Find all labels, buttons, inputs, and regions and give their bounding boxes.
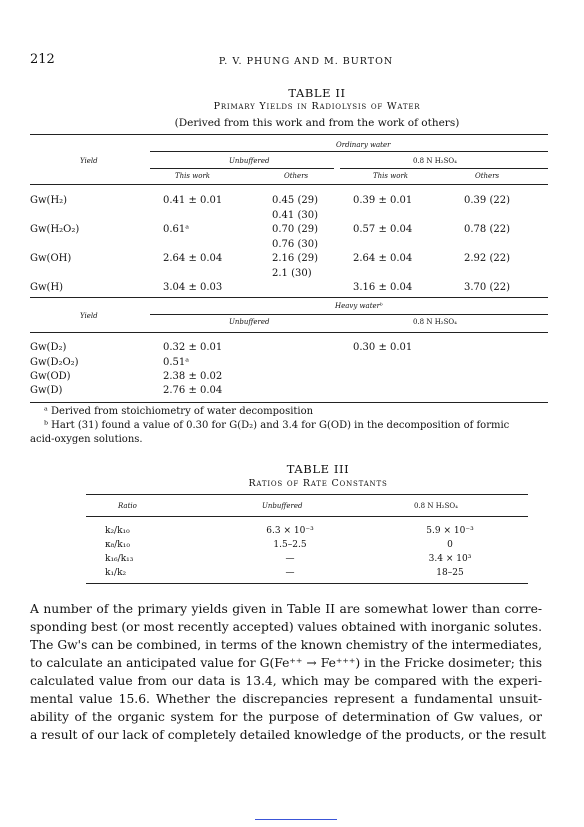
body-line: a result of our lack of completely detailed knowledge of the products, or the result — [30, 728, 546, 742]
table-cell: 0.76 (30) — [272, 239, 318, 250]
table-row-yield: Gw(H) — [30, 282, 64, 293]
table2-title: Primary Yields in Radiolysis of Water — [213, 101, 421, 112]
table2-mid-rule — [30, 297, 548, 298]
table2-footnote-a: ᵃ Derived from stoichiometry of water decomposition — [44, 406, 314, 417]
table-cell: 3.04 ± 0.03 — [163, 282, 223, 293]
table3-bottom-rule — [86, 583, 528, 584]
table-row-yield: Gw(H₂) — [30, 195, 68, 206]
table-cell: 0.39 ± 0.01 — [353, 195, 413, 206]
table2-subrule-1 — [150, 168, 334, 169]
table2-heavy-header-rule — [30, 332, 548, 333]
table-row-yield: Gw(OD) — [30, 371, 71, 382]
table2-col-thiswork-1: This work — [175, 172, 211, 180]
table-cell: 2.92 (22) — [464, 253, 510, 264]
table-cell: 3.4 × 10³ — [428, 554, 472, 564]
table3-top-rule — [86, 494, 528, 495]
table-cell: 0.45 (29) — [272, 195, 318, 206]
table-row-yield: Gw(D) — [30, 385, 63, 396]
table-cell: 0.51ᵃ — [163, 357, 190, 368]
table-cell: 0.39 (22) — [464, 195, 510, 206]
table-cell: 2.1 (30) — [272, 268, 312, 279]
body-line: mental value 15.6. Whether the discrepancies represent a fundamental unsuit- — [30, 692, 542, 706]
table2-heavy-unbuffered: Unbuffered — [229, 318, 270, 326]
table-cell: 2.76 ± 0.04 — [163, 385, 223, 396]
table2-label: TABLE II — [288, 86, 346, 100]
body-line: A number of the primary yields given in Table II are somewhat lower than corre- — [30, 602, 542, 616]
table2-subtitle: (Derived from this work and from the work of others) — [174, 117, 460, 129]
table2-heavy-col-yield: Yield — [80, 312, 98, 320]
table-cell: — — [285, 568, 295, 578]
table3-title: Ratios of Rate Constants — [248, 478, 388, 489]
table2-footnote-b: ᵇ Hart (31) found a value of 0.30 for G(D₂) and 3.4 for G(OD) in the decomposition of formic — [44, 420, 510, 431]
table-cell: 0.32 ± 0.01 — [163, 342, 223, 353]
table-cell: 2.16 (29) — [272, 253, 318, 264]
table-cell: 0.41 (30) — [272, 210, 318, 221]
table-row-ratio: k₁/k₂ — [105, 568, 127, 578]
table-cell: 2.64 ± 0.04 — [163, 253, 223, 264]
link-underline[interactable] — [255, 819, 337, 820]
table-cell: — — [285, 554, 295, 564]
table2-footnote-b-cont: acid-oxygen solutions. — [30, 434, 143, 445]
table-cell: 0.41 ± 0.01 — [163, 195, 223, 206]
body-line: The Gw's can be combined, in terms of the known chemistry of the intermediates, — [30, 638, 542, 652]
page-number: 212 — [30, 52, 55, 67]
table-cell: 0.61ᵃ — [163, 224, 190, 235]
table3-col-acid: 0.8 N H₂SO₄ — [414, 502, 458, 510]
table-cell: 5.9 × 10⁻³ — [426, 526, 474, 536]
table2-group-ordinary: Ordinary water — [336, 141, 391, 149]
table-cell: 3.70 (22) — [464, 282, 510, 293]
table2-subrule-2 — [340, 168, 548, 169]
table2-heavy-label: Heavy waterᵇ — [335, 302, 383, 310]
table2-group-unbuffered: Unbuffered — [229, 157, 270, 165]
table-cell: 2.38 ± 0.02 — [163, 371, 223, 382]
table3-col-unbuffered: Unbuffered — [262, 502, 303, 510]
table2-col-yield: Yield — [80, 157, 98, 165]
table2-group-rule — [150, 151, 548, 152]
table-cell: 0 — [447, 540, 453, 550]
table-cell: 0.70 (29) — [272, 224, 318, 235]
body-line: to calculate an anticipated value for G(Fe⁺⁺ → Fe⁺⁺⁺) in the Fricke dosimeter; this — [30, 656, 542, 670]
table2-top-rule — [30, 134, 548, 135]
table2-heavy-group-rule — [150, 314, 548, 315]
table-cell: 0.78 (22) — [464, 224, 510, 235]
table-row-yield: Gw(D₂) — [30, 342, 67, 353]
table2-heavy-acid: 0.8 N H₂SO₄ — [413, 318, 457, 326]
running-title: P. V. PHUNG AND M. BURTON — [218, 56, 394, 67]
table3-label: TABLE III — [286, 462, 350, 476]
table3-header-rule — [86, 516, 528, 517]
table-cell: 3.16 ± 0.04 — [353, 282, 413, 293]
body-line: calculated value from our data is 13.4, which may be compared with the experi- — [30, 674, 542, 688]
table3-col-ratio: Ratio — [118, 502, 137, 510]
table2-col-thiswork-2: This work — [373, 172, 409, 180]
table2-col-others-2: Others — [475, 172, 500, 180]
table2-group-acid: 0.8 N H₂SO₄ — [413, 157, 457, 165]
table-row-ratio: κ₈/k₁₀ — [105, 540, 130, 550]
body-line: sponding best (or most recently accepted) values obtained with inorganic solutes. — [30, 620, 542, 634]
table-cell: 18–25 — [436, 568, 464, 578]
table2-header-rule — [30, 184, 548, 185]
table2-col-others-1: Others — [284, 172, 309, 180]
body-paragraph — [30, 600, 546, 744]
table-cell: 6.3 × 10⁻³ — [266, 526, 314, 536]
table-row-yield: Gw(H₂O₂) — [30, 224, 80, 235]
table-cell: 0.30 ± 0.01 — [353, 342, 413, 353]
body-line: ability of the organic system for the purpose of determination of Gw values, or — [30, 710, 542, 724]
table-cell: 1.5–2.5 — [273, 540, 307, 550]
table-cell: 2.64 ± 0.04 — [353, 253, 413, 264]
table-cell: 0.57 ± 0.04 — [353, 224, 413, 235]
table-row-yield: Gw(D₂O₂) — [30, 357, 79, 368]
table-row-ratio: k₂/k₁₀ — [105, 526, 130, 536]
table2-bottom-rule — [30, 402, 548, 403]
table-row-ratio: k₁₆/k₁₃ — [105, 554, 134, 564]
table-row-yield: Gw(OH) — [30, 253, 72, 264]
